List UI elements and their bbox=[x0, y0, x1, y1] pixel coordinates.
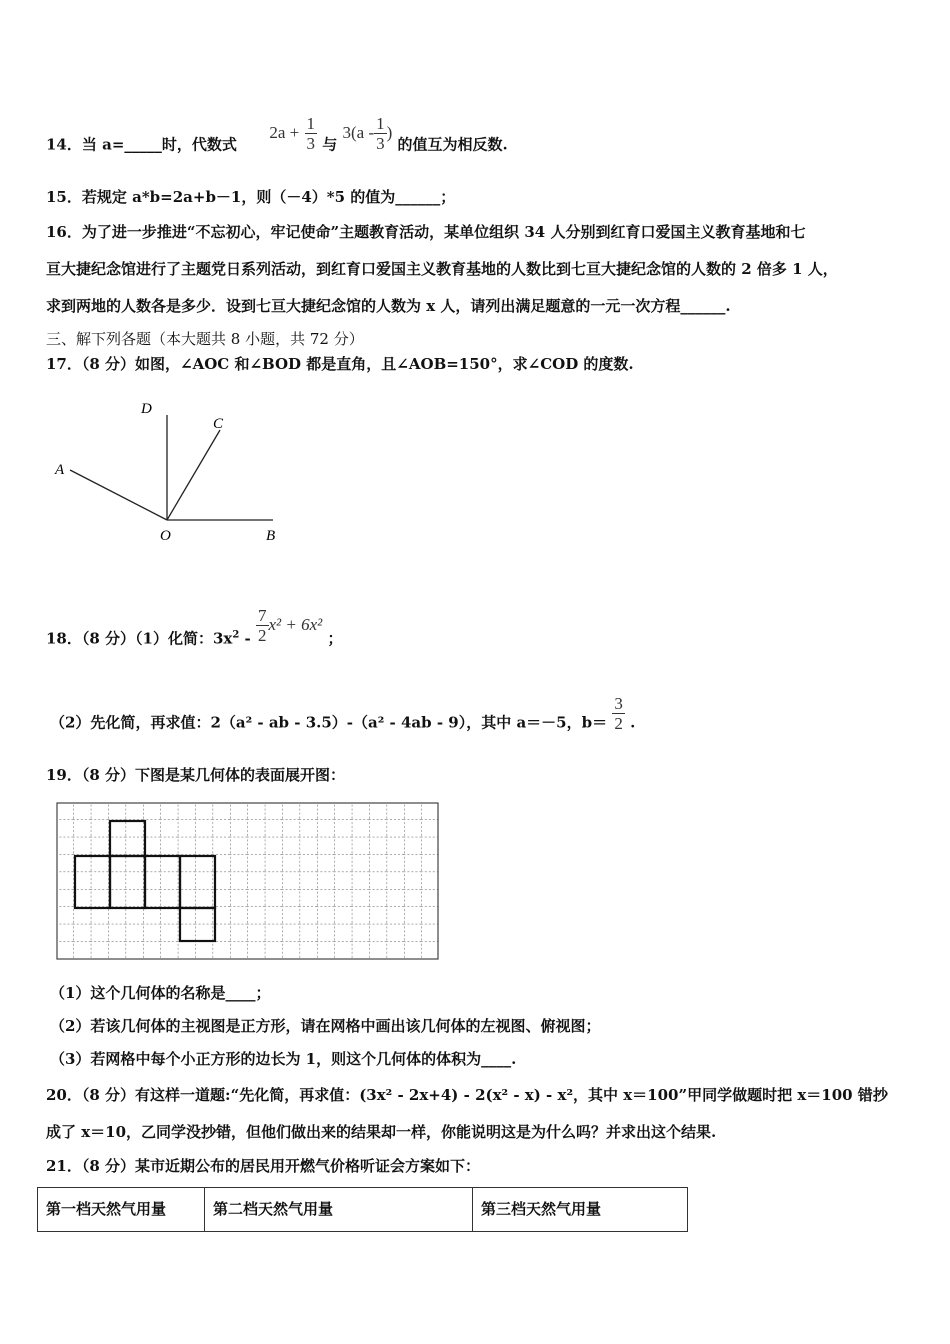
label-c: C bbox=[213, 416, 224, 432]
table-row bbox=[38, 1188, 688, 1232]
question-19-sub-1: （1）这个几何体的名称是____； bbox=[50, 984, 271, 1002]
grid bbox=[57, 803, 438, 959]
question-19-title: 19．（8 分）下图是某几何体的表面展开图： bbox=[46, 766, 346, 784]
table-header-tier-2: 第二档天然气用量 bbox=[205, 1188, 473, 1232]
q18-b-frac: $\frac{3}{2}$ bbox=[614, 694, 623, 733]
q14-tail: 的值互为相反数. bbox=[397, 135, 508, 154]
q18-p1-end: ； bbox=[327, 629, 343, 648]
q14-expr2: 3(a - bbox=[342, 122, 375, 142]
ray-oa bbox=[70, 470, 167, 520]
question-20-line-1: 20．（8 分）有这样一道题:“先化简，再求值：(3x² - 2x+4) - 2(x² - x) - x²，其中 x＝100”甲同学做题时把 x＝100 错抄 bbox=[46, 1086, 888, 1104]
label-b: B bbox=[266, 528, 276, 544]
label-d: D bbox=[141, 401, 152, 417]
table-header-tier-1: 第一档天然气用量 bbox=[38, 1188, 205, 1232]
question-19-sub-2: （2）若该几何体的主视图是正方形，请在网格中画出该几何体的左视图、俯视图； bbox=[50, 1017, 601, 1035]
question-19-sub-3: （3）若网格中每个小正方形的边长为 1，则这个几何体的体积为____. bbox=[50, 1050, 517, 1068]
q14-expr1: 2a + bbox=[269, 122, 300, 142]
question-15: 15．若规定 a*b=2a+b－1，则（－4）*5 的值为______； bbox=[46, 188, 456, 206]
ray-oc bbox=[167, 430, 220, 520]
label-o: O bbox=[160, 528, 171, 544]
question-18-part-1: 18．（8 分）（1）化简：$3x^2$ - $\frac{7}{2}$ x² + 6x² ； bbox=[46, 606, 343, 648]
gas-price-table bbox=[37, 1187, 688, 1232]
q18-p1-minus: - bbox=[239, 629, 256, 648]
q14-mid: 时，代数式 bbox=[161, 135, 237, 154]
question-17: 17．（8 分）如图，∠AOC 和∠BOD 都是直角，且∠AOB=150°，求∠COD 的度数. bbox=[46, 355, 634, 373]
q14-blank: _____ bbox=[124, 135, 162, 154]
q14-with: 与 bbox=[322, 135, 338, 154]
q18-p1-prefix: 18．（8 分）（1）化简：3x bbox=[46, 629, 233, 648]
question-20-line-2: 成了 x＝10，乙同学没抄错，但他们做出来的结果却一样，你能说明这是为什么吗？并求出这个结果. bbox=[46, 1123, 717, 1141]
question-16-line-3: 求到两地的人数各是多少．设到七亘大捷纪念馆的人数为 x 人，请列出满足题意的一元一次方程______. bbox=[46, 297, 731, 315]
angle-figure bbox=[40, 395, 300, 555]
net-grid-figure bbox=[56, 802, 440, 962]
q14-frac2: $\frac{1}{3}$ bbox=[376, 114, 385, 153]
question-16-line-1: 16．为了进一步推进“不忘初心，牢记使命”主题教育活动，某单位组织 34 人分别到红育口爱国主义教育基地和七 bbox=[46, 223, 806, 241]
q18-frac: $\frac{7}{2}$ bbox=[258, 606, 267, 645]
table-header-tier-3: 第三档天然气用量 bbox=[473, 1188, 688, 1232]
section-3-heading: 三、解下列各题（本大题共 8 小题，共 72 分） bbox=[46, 330, 364, 348]
q18-p2-end: . bbox=[630, 713, 636, 732]
q14-prefix: 14．当 a= bbox=[46, 135, 125, 154]
question-18-part-2 bbox=[50, 694, 636, 743]
label-a: A bbox=[55, 462, 65, 478]
q14-frac1: $\frac{1}{3}$ bbox=[306, 114, 315, 153]
q14-expr2-close: ) bbox=[386, 122, 393, 142]
q18-p1-terms: x² + 6x² bbox=[268, 614, 323, 634]
q18-p2-text: （2）先化简，再求值：2（a² - ab - 3.5）-（a² - 4ab - 9），其中 a＝－5，b＝ bbox=[50, 713, 608, 732]
question-16-line-2: 亘大捷纪念馆进行了主题党日系列活动，到红育口爱国主义教育基地的人数比到七亘大捷纪念馆的人数的 2 倍多 1 人， bbox=[46, 260, 838, 278]
question-21: 21．（8 分）某市近期公布的居民用开燃气价格听证会方案如下： bbox=[46, 1157, 481, 1175]
question-14 bbox=[46, 114, 508, 165]
